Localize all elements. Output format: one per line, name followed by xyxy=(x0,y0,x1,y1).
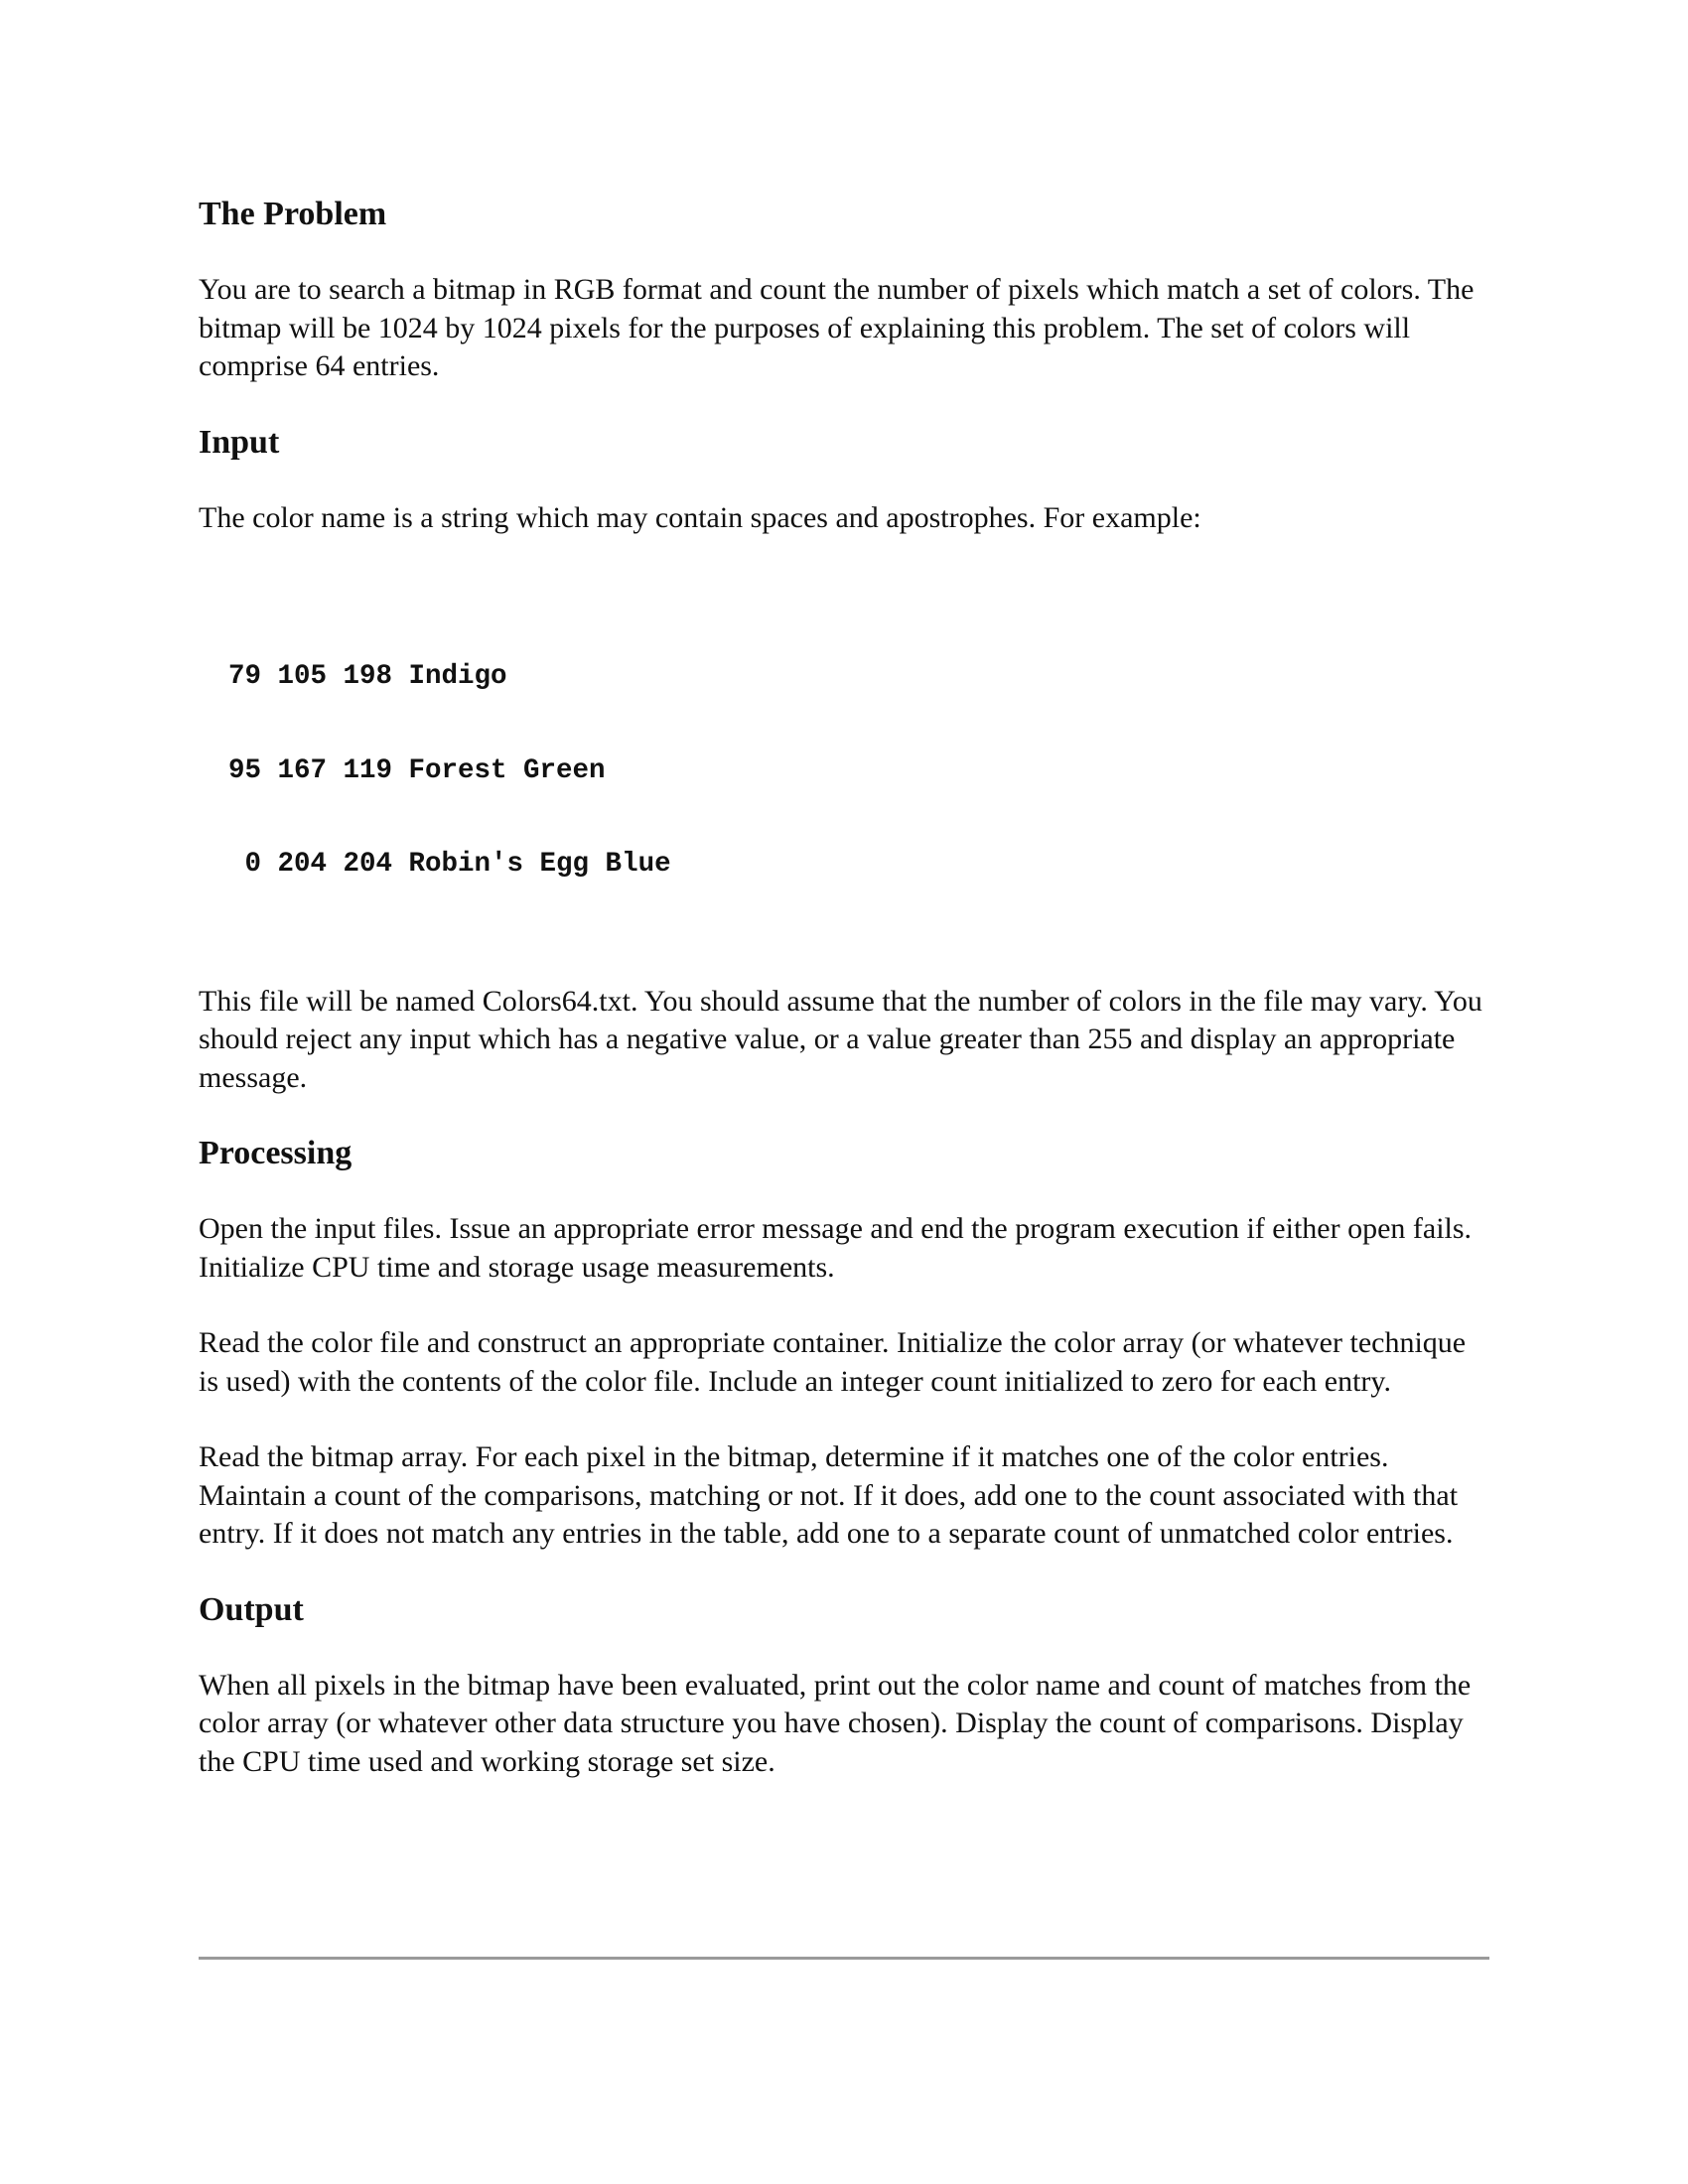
color-file-example xyxy=(228,599,1489,943)
code-line-indigo: 79 105 198 Indigo xyxy=(228,661,507,692)
code-line-robins-egg-blue: 0 204 204 Robin's Egg Blue xyxy=(228,849,671,880)
heading-input: Input xyxy=(199,423,280,461)
processing-paragraph-read-colors: Read the color file and construct an appropriate container. Initialize the color array (or whatever technique is used) with the contents of the color file. Include an integer count initialized to zero for each entry. xyxy=(199,1326,1467,1398)
heading-processing: Processing xyxy=(199,1135,352,1171)
problem-paragraph: You are to search a bitmap in RGB format and count the number of pixels which match a set of colors. The bitmap will be 1024 by 1024 pixels for the purposes of explaining this problem. The set of colors will comprise 64 entries. xyxy=(199,273,1475,382)
heading-output: Output xyxy=(199,1590,304,1628)
processing-paragraph-read-bitmap: Read the bitmap array. For each pixel in the bitmap, determine if it matches one of the color entries. Maintain a count of the comparisons, matching or not. If it does, add one to the count associated with that entry. If it does not match any entries in the table, add one to a separate count of unmatched color entries. xyxy=(199,1440,1459,1550)
document-page xyxy=(199,195,1489,1781)
output-paragraph: When all pixels in the bitmap have been evaluated, print out the color name and count of matches from the color array (or whatever other data structure you have chosen). Display the count of comparisons. Display the CPU time used and working storage set size. xyxy=(199,1668,1472,1778)
input-file-paragraph: This file will be named Colors64.txt. You should assume that the number of colors in the file may vary. You should reject any input which has a negative value, or a value greater than 255 and display an appropriate message. xyxy=(199,984,1482,1094)
processing-paragraph-open-files: Open the input files. Issue an appropriate error message and end the program execution if either open fails. Initialize CPU time and storage usage measurements. xyxy=(199,1212,1473,1284)
footer-divider xyxy=(199,1957,1489,1960)
input-intro-paragraph: The color name is a string which may contain spaces and apostrophes. For example: xyxy=(199,500,1201,534)
code-line-forest-green: 95 167 119 Forest Green xyxy=(228,754,606,786)
heading-the-problem: The Problem xyxy=(199,196,387,232)
